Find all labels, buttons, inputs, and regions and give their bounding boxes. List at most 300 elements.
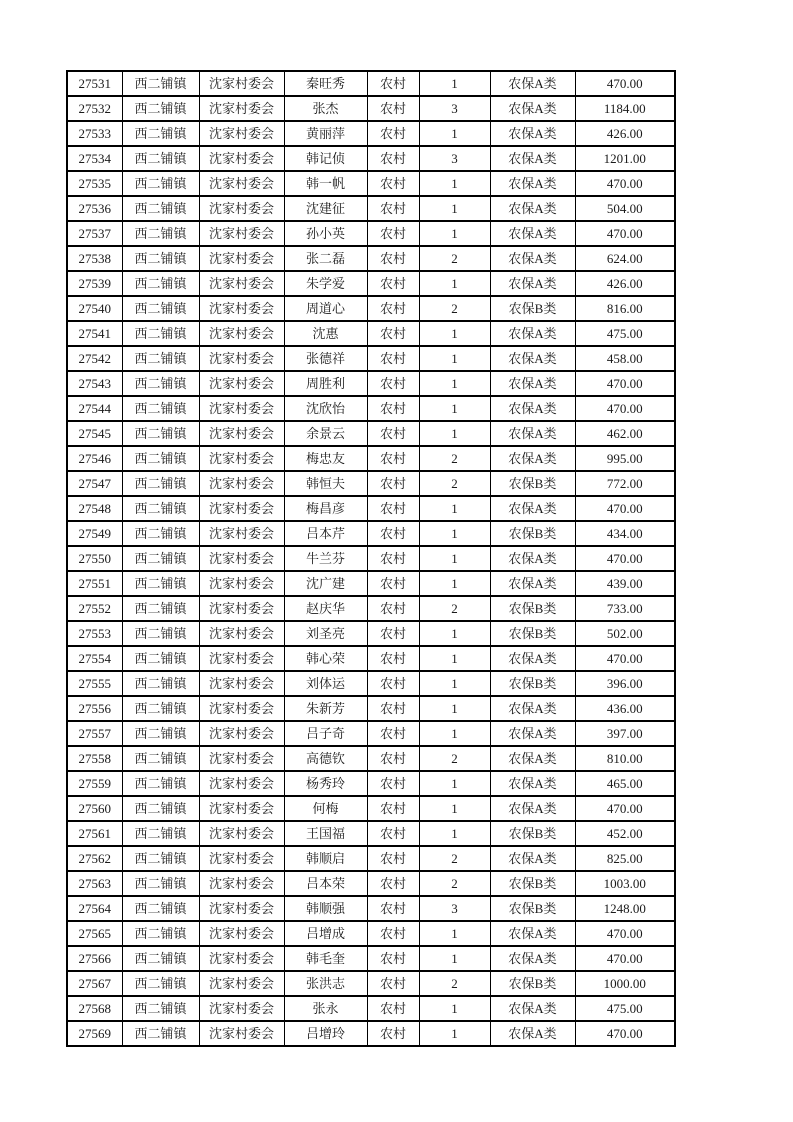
cell-town: 西二铺镇: [122, 671, 199, 696]
cell-town: 西二铺镇: [122, 571, 199, 596]
cell-town: 西二铺镇: [122, 321, 199, 346]
cell-insurance-category: 农保A类: [490, 846, 575, 871]
cell-person-count: 1: [419, 721, 490, 746]
table-row: [67, 971, 675, 996]
cell-person-name: 张洪志: [284, 971, 367, 996]
cell-serial-number: 27531: [67, 71, 122, 96]
cell-amount: 1201.00: [575, 146, 675, 171]
cell-person-name: 吕增玲: [284, 1021, 367, 1046]
cell-area-type: 农村: [367, 371, 419, 396]
cell-person-count: 1: [419, 671, 490, 696]
cell-person-name: 张二磊: [284, 246, 367, 271]
cell-serial-number: 27532: [67, 96, 122, 121]
cell-village-committee: 沈家村委会: [199, 871, 284, 896]
cell-town: 西二铺镇: [122, 771, 199, 796]
cell-serial-number: 27536: [67, 196, 122, 221]
cell-person-count: 2: [419, 296, 490, 321]
cell-insurance-category: 农保A类: [490, 571, 575, 596]
cell-insurance-category: 农保A类: [490, 71, 575, 96]
cell-area-type: 农村: [367, 621, 419, 646]
cell-insurance-category: 农保A类: [490, 271, 575, 296]
table-row: [67, 296, 675, 321]
cell-area-type: 农村: [367, 146, 419, 171]
cell-serial-number: 27544: [67, 396, 122, 421]
table-row: [67, 146, 675, 171]
cell-person-name: 黄丽萍: [284, 121, 367, 146]
cell-person-name: 杨秀玲: [284, 771, 367, 796]
cell-person-count: 1: [419, 121, 490, 146]
cell-person-name: 刘体运: [284, 671, 367, 696]
cell-serial-number: 27567: [67, 971, 122, 996]
cell-village-committee: 沈家村委会: [199, 71, 284, 96]
cell-area-type: 农村: [367, 971, 419, 996]
cell-person-name: 牛兰芬: [284, 546, 367, 571]
cell-insurance-category: 农保A类: [490, 421, 575, 446]
table-row: [67, 371, 675, 396]
cell-person-count: 2: [419, 246, 490, 271]
table-row: [67, 421, 675, 446]
cell-person-count: 1: [419, 771, 490, 796]
cell-area-type: 农村: [367, 946, 419, 971]
cell-amount: 470.00: [575, 646, 675, 671]
cell-insurance-category: 农保A类: [490, 696, 575, 721]
table-row: [67, 721, 675, 746]
cell-village-committee: 沈家村委会: [199, 546, 284, 571]
cell-town: 西二铺镇: [122, 596, 199, 621]
cell-village-committee: 沈家村委会: [199, 821, 284, 846]
cell-insurance-category: 农保A类: [490, 946, 575, 971]
cell-person-count: 1: [419, 821, 490, 846]
cell-insurance-category: 农保A类: [490, 446, 575, 471]
cell-person-name: 沈惠: [284, 321, 367, 346]
cell-amount: 470.00: [575, 921, 675, 946]
cell-serial-number: 27548: [67, 496, 122, 521]
cell-person-count: 3: [419, 146, 490, 171]
cell-village-committee: 沈家村委会: [199, 421, 284, 446]
cell-amount: 470.00: [575, 221, 675, 246]
cell-insurance-category: 农保A类: [490, 721, 575, 746]
cell-insurance-category: 农保B类: [490, 821, 575, 846]
cell-area-type: 农村: [367, 746, 419, 771]
cell-town: 西二铺镇: [122, 196, 199, 221]
cell-village-committee: 沈家村委会: [199, 146, 284, 171]
cell-area-type: 农村: [367, 496, 419, 521]
cell-person-name: 韩一帆: [284, 171, 367, 196]
cell-area-type: 农村: [367, 871, 419, 896]
cell-serial-number: 27568: [67, 996, 122, 1021]
cell-amount: 475.00: [575, 321, 675, 346]
cell-town: 西二铺镇: [122, 921, 199, 946]
cell-village-committee: 沈家村委会: [199, 796, 284, 821]
cell-area-type: 农村: [367, 546, 419, 571]
cell-serial-number: 27562: [67, 846, 122, 871]
cell-town: 西二铺镇: [122, 746, 199, 771]
cell-serial-number: 27543: [67, 371, 122, 396]
cell-village-committee: 沈家村委会: [199, 371, 284, 396]
cell-insurance-category: 农保B类: [490, 621, 575, 646]
cell-area-type: 农村: [367, 421, 419, 446]
cell-person-name: 韩恒夫: [284, 471, 367, 496]
cell-person-name: 孙小英: [284, 221, 367, 246]
cell-serial-number: 27550: [67, 546, 122, 571]
table-row: [67, 446, 675, 471]
cell-serial-number: 27558: [67, 746, 122, 771]
table-row: [67, 921, 675, 946]
cell-area-type: 农村: [367, 471, 419, 496]
cell-insurance-category: 农保A类: [490, 121, 575, 146]
cell-person-count: 1: [419, 1021, 490, 1046]
cell-amount: 504.00: [575, 196, 675, 221]
table-body: [67, 71, 675, 1046]
cell-area-type: 农村: [367, 696, 419, 721]
cell-person-name: 秦旺秀: [284, 71, 367, 96]
cell-insurance-category: 农保B类: [490, 521, 575, 546]
cell-area-type: 农村: [367, 821, 419, 846]
cell-town: 西二铺镇: [122, 296, 199, 321]
cell-village-committee: 沈家村委会: [199, 896, 284, 921]
cell-village-committee: 沈家村委会: [199, 721, 284, 746]
cell-town: 西二铺镇: [122, 796, 199, 821]
cell-person-name: 沈建征: [284, 196, 367, 221]
cell-amount: 624.00: [575, 246, 675, 271]
cell-town: 西二铺镇: [122, 121, 199, 146]
cell-person-count: 1: [419, 271, 490, 296]
cell-person-name: 吕增成: [284, 921, 367, 946]
cell-serial-number: 27557: [67, 721, 122, 746]
table-row: [67, 321, 675, 346]
cell-village-committee: 沈家村委会: [199, 321, 284, 346]
cell-person-name: 张永: [284, 996, 367, 1021]
cell-serial-number: 27566: [67, 946, 122, 971]
cell-serial-number: 27541: [67, 321, 122, 346]
cell-village-committee: 沈家村委会: [199, 946, 284, 971]
cell-amount: 1184.00: [575, 96, 675, 121]
cell-insurance-category: 农保A类: [490, 246, 575, 271]
cell-amount: 1248.00: [575, 896, 675, 921]
cell-village-committee: 沈家村委会: [199, 396, 284, 421]
cell-person-name: 张德祥: [284, 346, 367, 371]
cell-area-type: 农村: [367, 921, 419, 946]
table-row: [67, 996, 675, 1021]
cell-insurance-category: 农保A类: [490, 746, 575, 771]
cell-insurance-category: 农保A类: [490, 921, 575, 946]
cell-person-count: 1: [419, 921, 490, 946]
cell-person-count: 1: [419, 946, 490, 971]
cell-person-name: 韩毛奎: [284, 946, 367, 971]
cell-person-count: 1: [419, 496, 490, 521]
cell-village-committee: 沈家村委会: [199, 771, 284, 796]
cell-person-count: 1: [419, 646, 490, 671]
cell-person-count: 1: [419, 796, 490, 821]
cell-amount: 1000.00: [575, 971, 675, 996]
cell-person-count: 1: [419, 996, 490, 1021]
cell-area-type: 农村: [367, 96, 419, 121]
cell-person-name: 吕子奇: [284, 721, 367, 746]
cell-person-name: 朱新芳: [284, 696, 367, 721]
cell-town: 西二铺镇: [122, 896, 199, 921]
cell-village-committee: 沈家村委会: [199, 246, 284, 271]
table-row: [67, 96, 675, 121]
cell-town: 西二铺镇: [122, 246, 199, 271]
cell-person-name: 赵庆华: [284, 596, 367, 621]
cell-insurance-category: 农保B类: [490, 971, 575, 996]
cell-serial-number: 27559: [67, 771, 122, 796]
cell-town: 西二铺镇: [122, 696, 199, 721]
cell-insurance-category: 农保A类: [490, 146, 575, 171]
cell-town: 西二铺镇: [122, 871, 199, 896]
cell-person-name: 张杰: [284, 96, 367, 121]
cell-amount: 470.00: [575, 496, 675, 521]
cell-insurance-category: 农保B类: [490, 671, 575, 696]
table-row: [67, 846, 675, 871]
cell-area-type: 农村: [367, 671, 419, 696]
cell-village-committee: 沈家村委会: [199, 846, 284, 871]
cell-area-type: 农村: [367, 446, 419, 471]
cell-area-type: 农村: [367, 771, 419, 796]
cell-amount: 426.00: [575, 271, 675, 296]
cell-person-count: 2: [419, 971, 490, 996]
table-row: [67, 946, 675, 971]
cell-insurance-category: 农保A类: [490, 396, 575, 421]
cell-area-type: 农村: [367, 246, 419, 271]
cell-serial-number: 27537: [67, 221, 122, 246]
cell-amount: 772.00: [575, 471, 675, 496]
cell-insurance-category: 农保A类: [490, 546, 575, 571]
cell-village-committee: 沈家村委会: [199, 571, 284, 596]
cell-town: 西二铺镇: [122, 521, 199, 546]
cell-village-committee: 沈家村委会: [199, 1021, 284, 1046]
cell-serial-number: 27534: [67, 146, 122, 171]
table-row: [67, 646, 675, 671]
cell-person-count: 1: [419, 346, 490, 371]
cell-serial-number: 27539: [67, 271, 122, 296]
cell-amount: 1003.00: [575, 871, 675, 896]
cell-person-name: 高德钦: [284, 746, 367, 771]
cell-insurance-category: 农保A类: [490, 96, 575, 121]
cell-person-name: 韩顺强: [284, 896, 367, 921]
cell-insurance-category: 农保A类: [490, 196, 575, 221]
cell-village-committee: 沈家村委会: [199, 671, 284, 696]
cell-area-type: 农村: [367, 796, 419, 821]
cell-town: 西二铺镇: [122, 346, 199, 371]
cell-area-type: 农村: [367, 171, 419, 196]
cell-insurance-category: 农保A类: [490, 996, 575, 1021]
cell-serial-number: 27556: [67, 696, 122, 721]
cell-amount: 434.00: [575, 521, 675, 546]
cell-village-committee: 沈家村委会: [199, 121, 284, 146]
cell-insurance-category: 农保A类: [490, 321, 575, 346]
cell-town: 西二铺镇: [122, 271, 199, 296]
cell-amount: 475.00: [575, 996, 675, 1021]
cell-person-count: 1: [419, 196, 490, 221]
cell-person-name: 吕本芹: [284, 521, 367, 546]
cell-insurance-category: 农保B类: [490, 471, 575, 496]
cell-person-count: 1: [419, 371, 490, 396]
cell-person-count: 1: [419, 421, 490, 446]
cell-person-count: 1: [419, 696, 490, 721]
cell-serial-number: 27551: [67, 571, 122, 596]
cell-serial-number: 27564: [67, 896, 122, 921]
cell-amount: 470.00: [575, 546, 675, 571]
cell-amount: 470.00: [575, 796, 675, 821]
cell-person-name: 吕本荣: [284, 871, 367, 896]
cell-person-name: 韩顺启: [284, 846, 367, 871]
cell-amount: 397.00: [575, 721, 675, 746]
cell-amount: 439.00: [575, 571, 675, 596]
cell-person-name: 沈欣怡: [284, 396, 367, 421]
cell-area-type: 农村: [367, 571, 419, 596]
cell-village-committee: 沈家村委会: [199, 596, 284, 621]
table-row: [67, 121, 675, 146]
cell-village-committee: 沈家村委会: [199, 921, 284, 946]
cell-person-count: 1: [419, 571, 490, 596]
cell-amount: 470.00: [575, 171, 675, 196]
cell-amount: 396.00: [575, 671, 675, 696]
cell-village-committee: 沈家村委会: [199, 446, 284, 471]
table-row: [67, 596, 675, 621]
cell-amount: 502.00: [575, 621, 675, 646]
cell-insurance-category: 农保A类: [490, 796, 575, 821]
table-row: [67, 346, 675, 371]
table-row: [67, 871, 675, 896]
cell-village-committee: 沈家村委会: [199, 221, 284, 246]
cell-serial-number: 27554: [67, 646, 122, 671]
cell-serial-number: 27540: [67, 296, 122, 321]
table-row: [67, 896, 675, 921]
table-row: [67, 521, 675, 546]
cell-serial-number: 27553: [67, 621, 122, 646]
cell-village-committee: 沈家村委会: [199, 971, 284, 996]
cell-person-count: 1: [419, 396, 490, 421]
cell-town: 西二铺镇: [122, 371, 199, 396]
cell-area-type: 农村: [367, 396, 419, 421]
table-row: [67, 771, 675, 796]
cell-serial-number: 27535: [67, 171, 122, 196]
records-table: [66, 70, 676, 1047]
cell-area-type: 农村: [367, 271, 419, 296]
cell-insurance-category: 农保B类: [490, 871, 575, 896]
cell-village-committee: 沈家村委会: [199, 746, 284, 771]
cell-town: 西二铺镇: [122, 146, 199, 171]
cell-area-type: 农村: [367, 896, 419, 921]
cell-amount: 436.00: [575, 696, 675, 721]
cell-insurance-category: 农保A类: [490, 221, 575, 246]
table-row: [67, 396, 675, 421]
cell-town: 西二铺镇: [122, 71, 199, 96]
cell-serial-number: 27569: [67, 1021, 122, 1046]
cell-serial-number: 27546: [67, 446, 122, 471]
cell-town: 西二铺镇: [122, 821, 199, 846]
cell-town: 西二铺镇: [122, 96, 199, 121]
cell-person-count: 2: [419, 871, 490, 896]
cell-village-committee: 沈家村委会: [199, 996, 284, 1021]
cell-amount: 470.00: [575, 396, 675, 421]
cell-person-name: 余景云: [284, 421, 367, 446]
cell-person-name: 周胜利: [284, 371, 367, 396]
cell-town: 西二铺镇: [122, 396, 199, 421]
cell-person-name: 何梅: [284, 796, 367, 821]
cell-serial-number: 27542: [67, 346, 122, 371]
cell-town: 西二铺镇: [122, 621, 199, 646]
cell-area-type: 农村: [367, 596, 419, 621]
cell-amount: 470.00: [575, 71, 675, 96]
cell-insurance-category: 农保A类: [490, 1021, 575, 1046]
cell-person-name: 刘圣亮: [284, 621, 367, 646]
cell-town: 西二铺镇: [122, 546, 199, 571]
table-row: [67, 496, 675, 521]
cell-area-type: 农村: [367, 646, 419, 671]
cell-area-type: 农村: [367, 346, 419, 371]
cell-amount: 825.00: [575, 846, 675, 871]
cell-town: 西二铺镇: [122, 996, 199, 1021]
cell-person-count: 1: [419, 621, 490, 646]
cell-area-type: 农村: [367, 521, 419, 546]
cell-town: 西二铺镇: [122, 471, 199, 496]
cell-person-count: 1: [419, 546, 490, 571]
cell-town: 西二铺镇: [122, 496, 199, 521]
cell-area-type: 农村: [367, 221, 419, 246]
cell-person-count: 1: [419, 521, 490, 546]
cell-serial-number: 27561: [67, 821, 122, 846]
cell-person-count: 1: [419, 71, 490, 96]
cell-town: 西二铺镇: [122, 446, 199, 471]
cell-village-committee: 沈家村委会: [199, 171, 284, 196]
cell-serial-number: 27538: [67, 246, 122, 271]
cell-area-type: 农村: [367, 996, 419, 1021]
cell-area-type: 农村: [367, 71, 419, 96]
cell-amount: 426.00: [575, 121, 675, 146]
cell-amount: 462.00: [575, 421, 675, 446]
cell-insurance-category: 农保A类: [490, 646, 575, 671]
table-row: [67, 571, 675, 596]
cell-serial-number: 27560: [67, 796, 122, 821]
cell-town: 西二铺镇: [122, 221, 199, 246]
cell-village-committee: 沈家村委会: [199, 296, 284, 321]
cell-person-count: 1: [419, 321, 490, 346]
cell-village-committee: 沈家村委会: [199, 346, 284, 371]
cell-person-name: 韩心荣: [284, 646, 367, 671]
cell-town: 西二铺镇: [122, 1021, 199, 1046]
cell-area-type: 农村: [367, 121, 419, 146]
cell-insurance-category: 农保B类: [490, 596, 575, 621]
cell-person-count: 2: [419, 746, 490, 771]
cell-village-committee: 沈家村委会: [199, 521, 284, 546]
cell-village-committee: 沈家村委会: [199, 196, 284, 221]
cell-person-count: 3: [419, 96, 490, 121]
table-row: [67, 271, 675, 296]
cell-person-count: 1: [419, 171, 490, 196]
cell-person-name: 梅昌彦: [284, 496, 367, 521]
cell-area-type: 农村: [367, 321, 419, 346]
table-row: [67, 1021, 675, 1046]
cell-village-committee: 沈家村委会: [199, 471, 284, 496]
cell-village-committee: 沈家村委会: [199, 496, 284, 521]
table-row: [67, 196, 675, 221]
cell-serial-number: 27547: [67, 471, 122, 496]
cell-insurance-category: 农保A类: [490, 171, 575, 196]
cell-amount: 465.00: [575, 771, 675, 796]
cell-town: 西二铺镇: [122, 721, 199, 746]
cell-person-name: 韩记侦: [284, 146, 367, 171]
table-row: [67, 221, 675, 246]
cell-serial-number: 27533: [67, 121, 122, 146]
cell-serial-number: 27549: [67, 521, 122, 546]
cell-insurance-category: 农保A类: [490, 371, 575, 396]
cell-area-type: 农村: [367, 1021, 419, 1046]
cell-insurance-category: 农保B类: [490, 896, 575, 921]
cell-person-name: 王国福: [284, 821, 367, 846]
cell-area-type: 农村: [367, 721, 419, 746]
